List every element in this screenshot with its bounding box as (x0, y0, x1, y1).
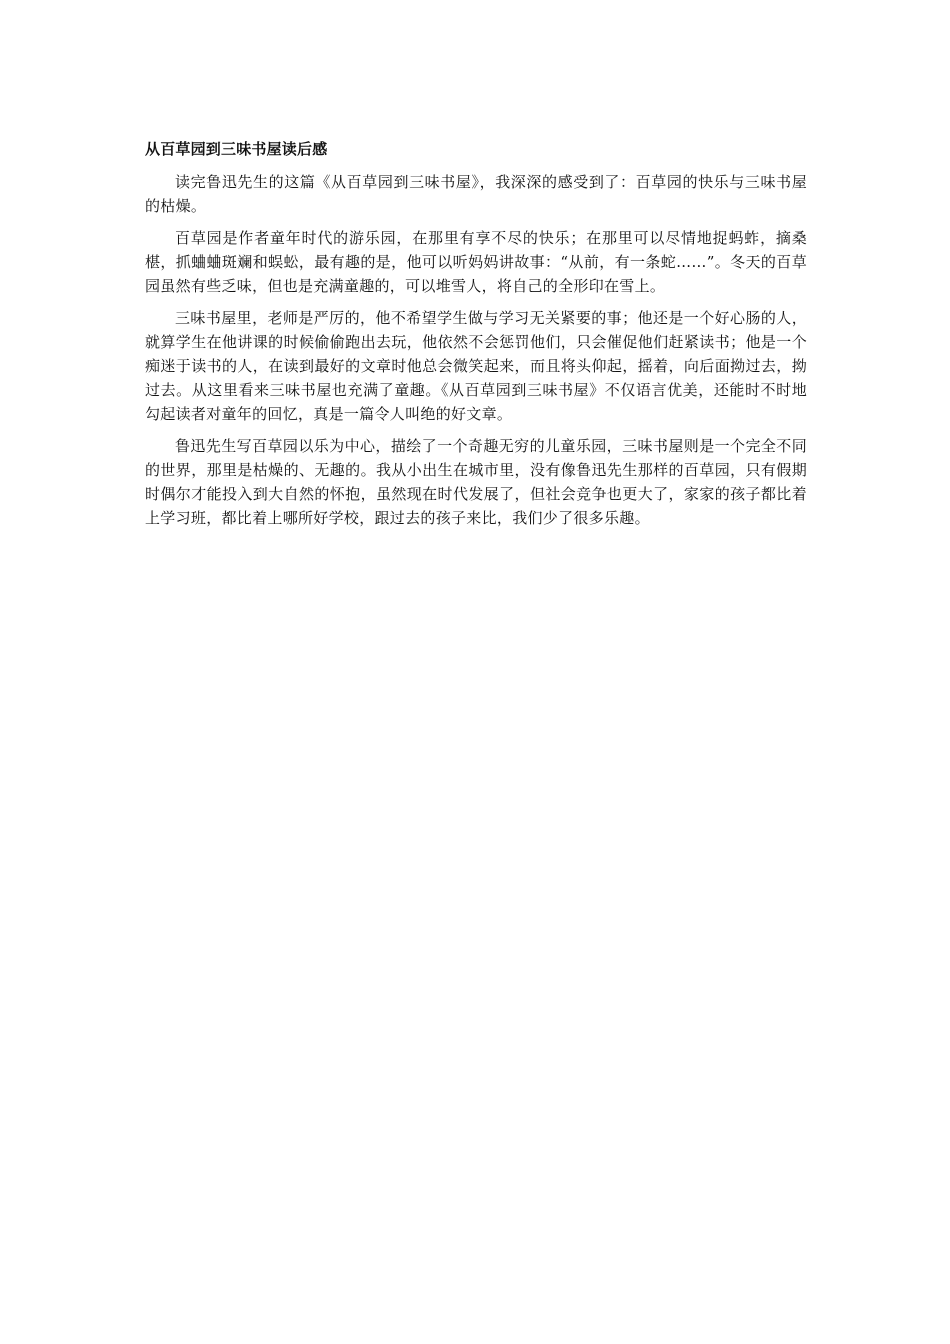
paragraph-sanwei-shuwu: 三味书屋里，老师是严厉的，他不希望学生做与学习无关紧要的事；他还是一个好心肠的人，就算学生在他讲课的时候偷偷跑出去玩，他依然不会惩罚他们，只会催促他们赶紧读书；他是一个痴迷于读书的人，在读到最好的文章时他总会微笑起来，而且将头仰起，摇着，向后面拗过去，拗过去。从这里看来三味书屋也充满了童趣。《从百草园到三味书屋》不仅语言优美，还能时不时地勾起读者对童年的回忆，真是一篇令人叫绝的好文章。 (145, 309, 807, 423)
document-body (145, 137, 807, 538)
document-title: 从百草园到三味书屋读后感 (145, 140, 328, 158)
paragraph-intro: 读完鲁迅先生的这篇《从百草园到三味书屋》，我深深的感受到了：百草园的快乐与三味书屋的枯燥。 (145, 173, 807, 215)
paragraph-baicaoyuan: 百草园是作者童年时代的游乐园，在那里有享不尽的快乐；在那里可以尽情地捉蚂蚱，摘桑椹，抓蛐蛐斑斓和蜈蚣，最有趣的是，他可以听妈妈讲故事：“从前，有一条蛇……”。冬天的百草园虽然有些乏味，但也是充满童趣的，可以堆雪人，将自己的全形印在雪上。 (145, 229, 807, 295)
paragraph-reflection: 鲁迅先生写百草园以乐为中心，描绘了一个奇趣无穷的儿童乐园，三味书屋则是一个完全不同的世界，那里是枯燥的、无趣的。我从小出生在城市里，没有像鲁迅先生那样的百草园，只有假期时偶尔才能投入到大自然的怀抱，虽然现在时代发展了，但社会竞争也更大了，家家的孩子都比着上学习班，都比着上哪所好学校，跟过去的孩子来比，我们少了很多乐趣。 (145, 437, 807, 527)
